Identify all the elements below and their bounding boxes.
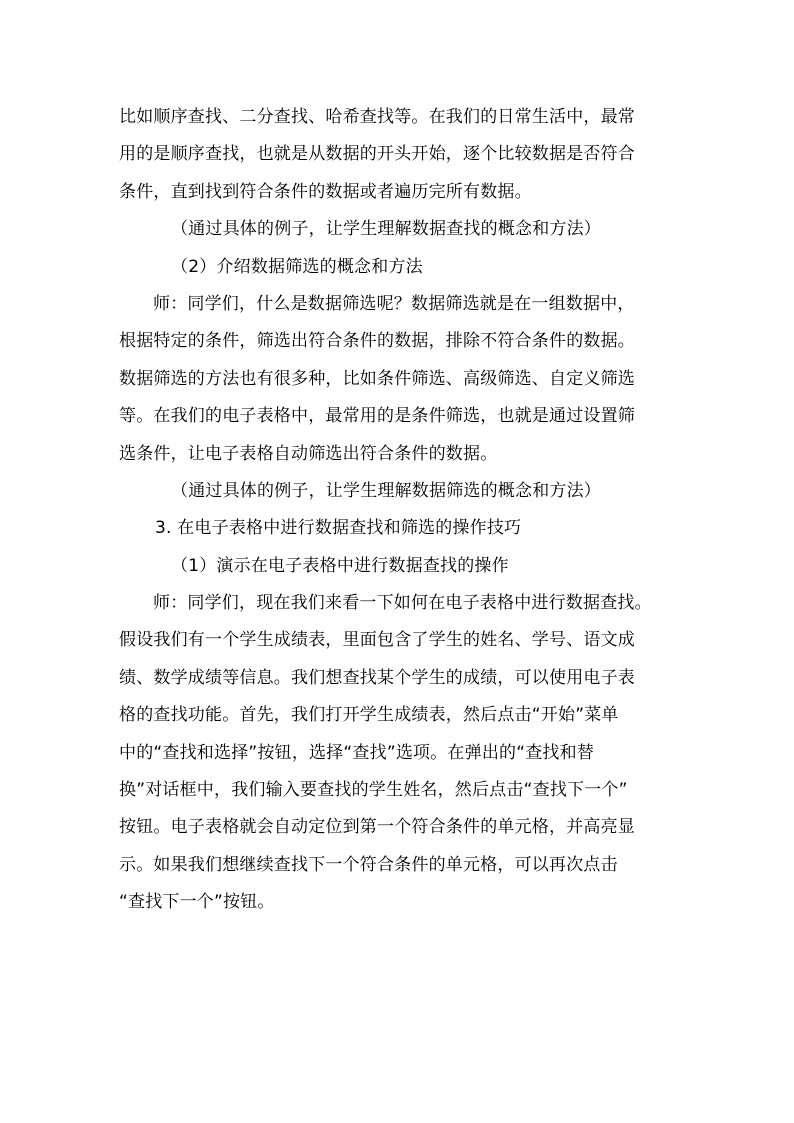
text-line: 假设我们有一个学生成绩表，里面包含了学生的姓名、学号、语文成 bbox=[119, 630, 635, 651]
text-line: （1）演示在电子表格中进行数据查找的操作 bbox=[171, 555, 509, 576]
text-line: 数据筛选的方法也有很多种，比如条件筛选、高级筛选、自定义筛选 bbox=[119, 368, 635, 389]
heading-filter-intro bbox=[119, 249, 679, 286]
text-line: “查找下一个”按钮。 bbox=[119, 892, 275, 913]
text-line: 中的“查找和选择”按钮，选择“查找”选项。在弹出的“查找和替 bbox=[119, 742, 595, 763]
paragraph-search-methods bbox=[119, 99, 679, 211]
text-line: 用的是顺序查找，也就是从数据的开头开始，逐个比较数据是否符合 bbox=[119, 144, 635, 165]
heading-section-3 bbox=[119, 510, 679, 547]
paragraph-note-filter bbox=[119, 473, 679, 510]
text-line: 等。在我们的电子表格中，最常用的是条件筛选，也就是通过设置筛 bbox=[119, 406, 635, 427]
text-line: 根据特定的条件，筛选出符合条件的数据，排除不符合条件的数据。 bbox=[119, 331, 635, 352]
paragraph-demo-search bbox=[119, 585, 679, 922]
document-body bbox=[119, 99, 679, 922]
text-line: 3. 在电子表格中进行数据查找和筛选的操作技巧 bbox=[155, 518, 522, 539]
text-line: （通过具体的例子，让学生理解数据查找的概念和方法） bbox=[171, 219, 601, 240]
text-line: 格的查找功能。首先，我们打开学生成绩表，然后点击“开始”菜单 bbox=[119, 705, 619, 726]
text-line: （2）介绍数据筛选的概念和方法 bbox=[171, 256, 423, 277]
text-line: 示。如果我们想继续查找下一个符合条件的单元格，可以再次点击 bbox=[119, 854, 618, 875]
text-line: 师：同学们，现在我们来看一下如何在电子表格中进行数据查找。 bbox=[153, 593, 652, 614]
text-line: 师：同学们，什么是数据筛选呢？数据筛选就是在一组数据中， bbox=[153, 293, 635, 314]
text-line: （通过具体的例子，让学生理解数据筛选的概念和方法） bbox=[171, 480, 601, 501]
text-line: 换”对话框中，我们输入要查找的学生姓名，然后点击“查找下一个” bbox=[119, 780, 628, 801]
heading-demo-search bbox=[119, 548, 679, 585]
paragraph-note-search bbox=[119, 211, 679, 248]
text-line: 绩、数学成绩等信息。我们想查找某个学生的成绩，可以使用电子表 bbox=[119, 667, 635, 688]
text-line: 比如顺序查找、二分查找、哈希查找等。在我们的日常生活中，最常 bbox=[119, 107, 635, 127]
text-line: 选条件，让电子表格自动筛选出符合条件的数据。 bbox=[119, 443, 498, 464]
paragraph-filter-concept bbox=[119, 286, 679, 473]
text-line: 按钮。电子表格就会自动定位到第一个符合条件的单元格，并高亮显 bbox=[119, 817, 635, 838]
text-line: 条件，直到找到符合条件的数据或者遍历完所有数据。 bbox=[119, 181, 532, 202]
